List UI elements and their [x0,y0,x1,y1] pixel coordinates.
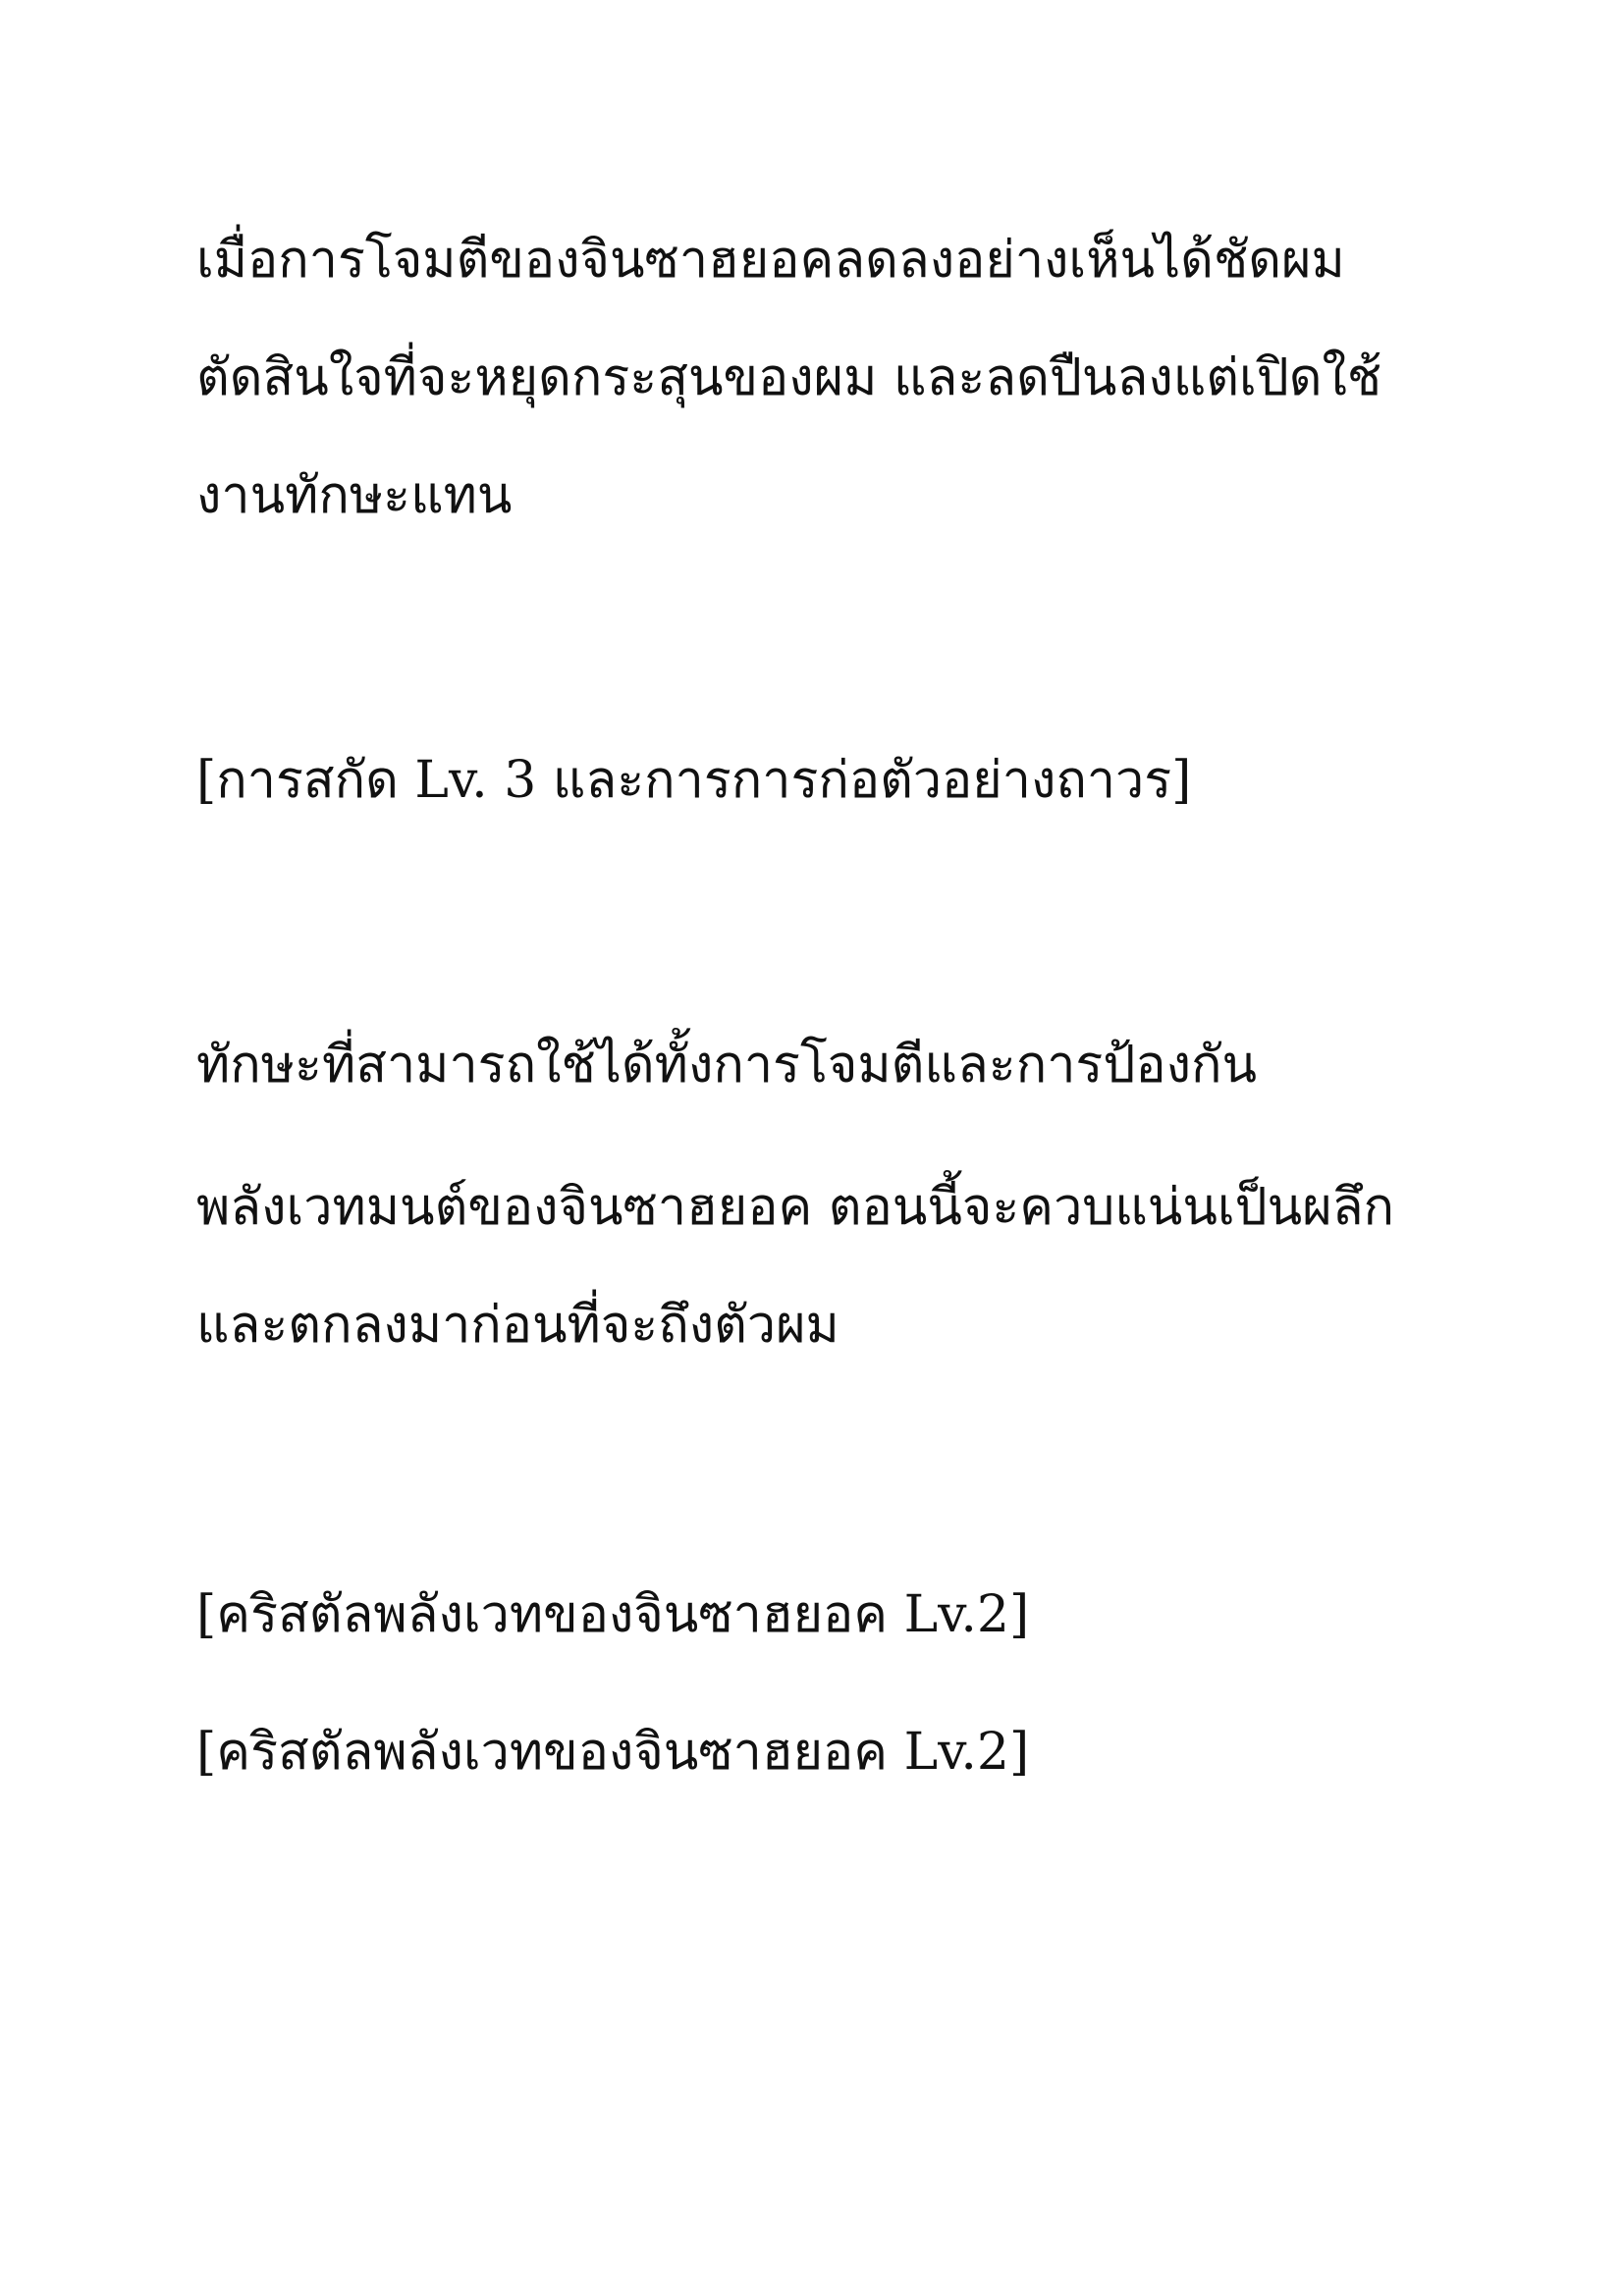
paragraph-2-line-3: และตกลงมาก่อนที่จะถึงตัวผม [196,1296,839,1355]
paragraph-2-line-1: ทักษะที่สามารถใช้ได้ทั้งการโจมตีและการป้องกัน [196,1036,1257,1095]
paragraph-1-line-2: ตัดสินใจที่จะหยุดกระสุนของผม และลดปืนลงแต่เปิดใช้ [196,348,1382,407]
item-note-1: [คริสตัลพลังเวทของจินซาฮยอค Lv.2] [196,1585,1030,1644]
paragraph-1-line-1: เมื่อการโจมตีของจินซาฮยอคลดลงอย่างเห็นได้ชัดผม [196,231,1345,290]
item-note-2: [คริสตัลพลังเวทของจินซาฮยอค Lv.2] [196,1723,1030,1782]
skill-note: [การสกัด Lv. 3 และการการก่อตัวอย่างถาวร] [196,751,1192,810]
paragraph-2-line-2: พลังเวทมนต์ของจินซาฮยอค ตอนนี้จะควบแน่นเป็นผลึก [196,1178,1395,1237]
paragraph-1-line-3: งานทักษะแทน [196,466,513,525]
